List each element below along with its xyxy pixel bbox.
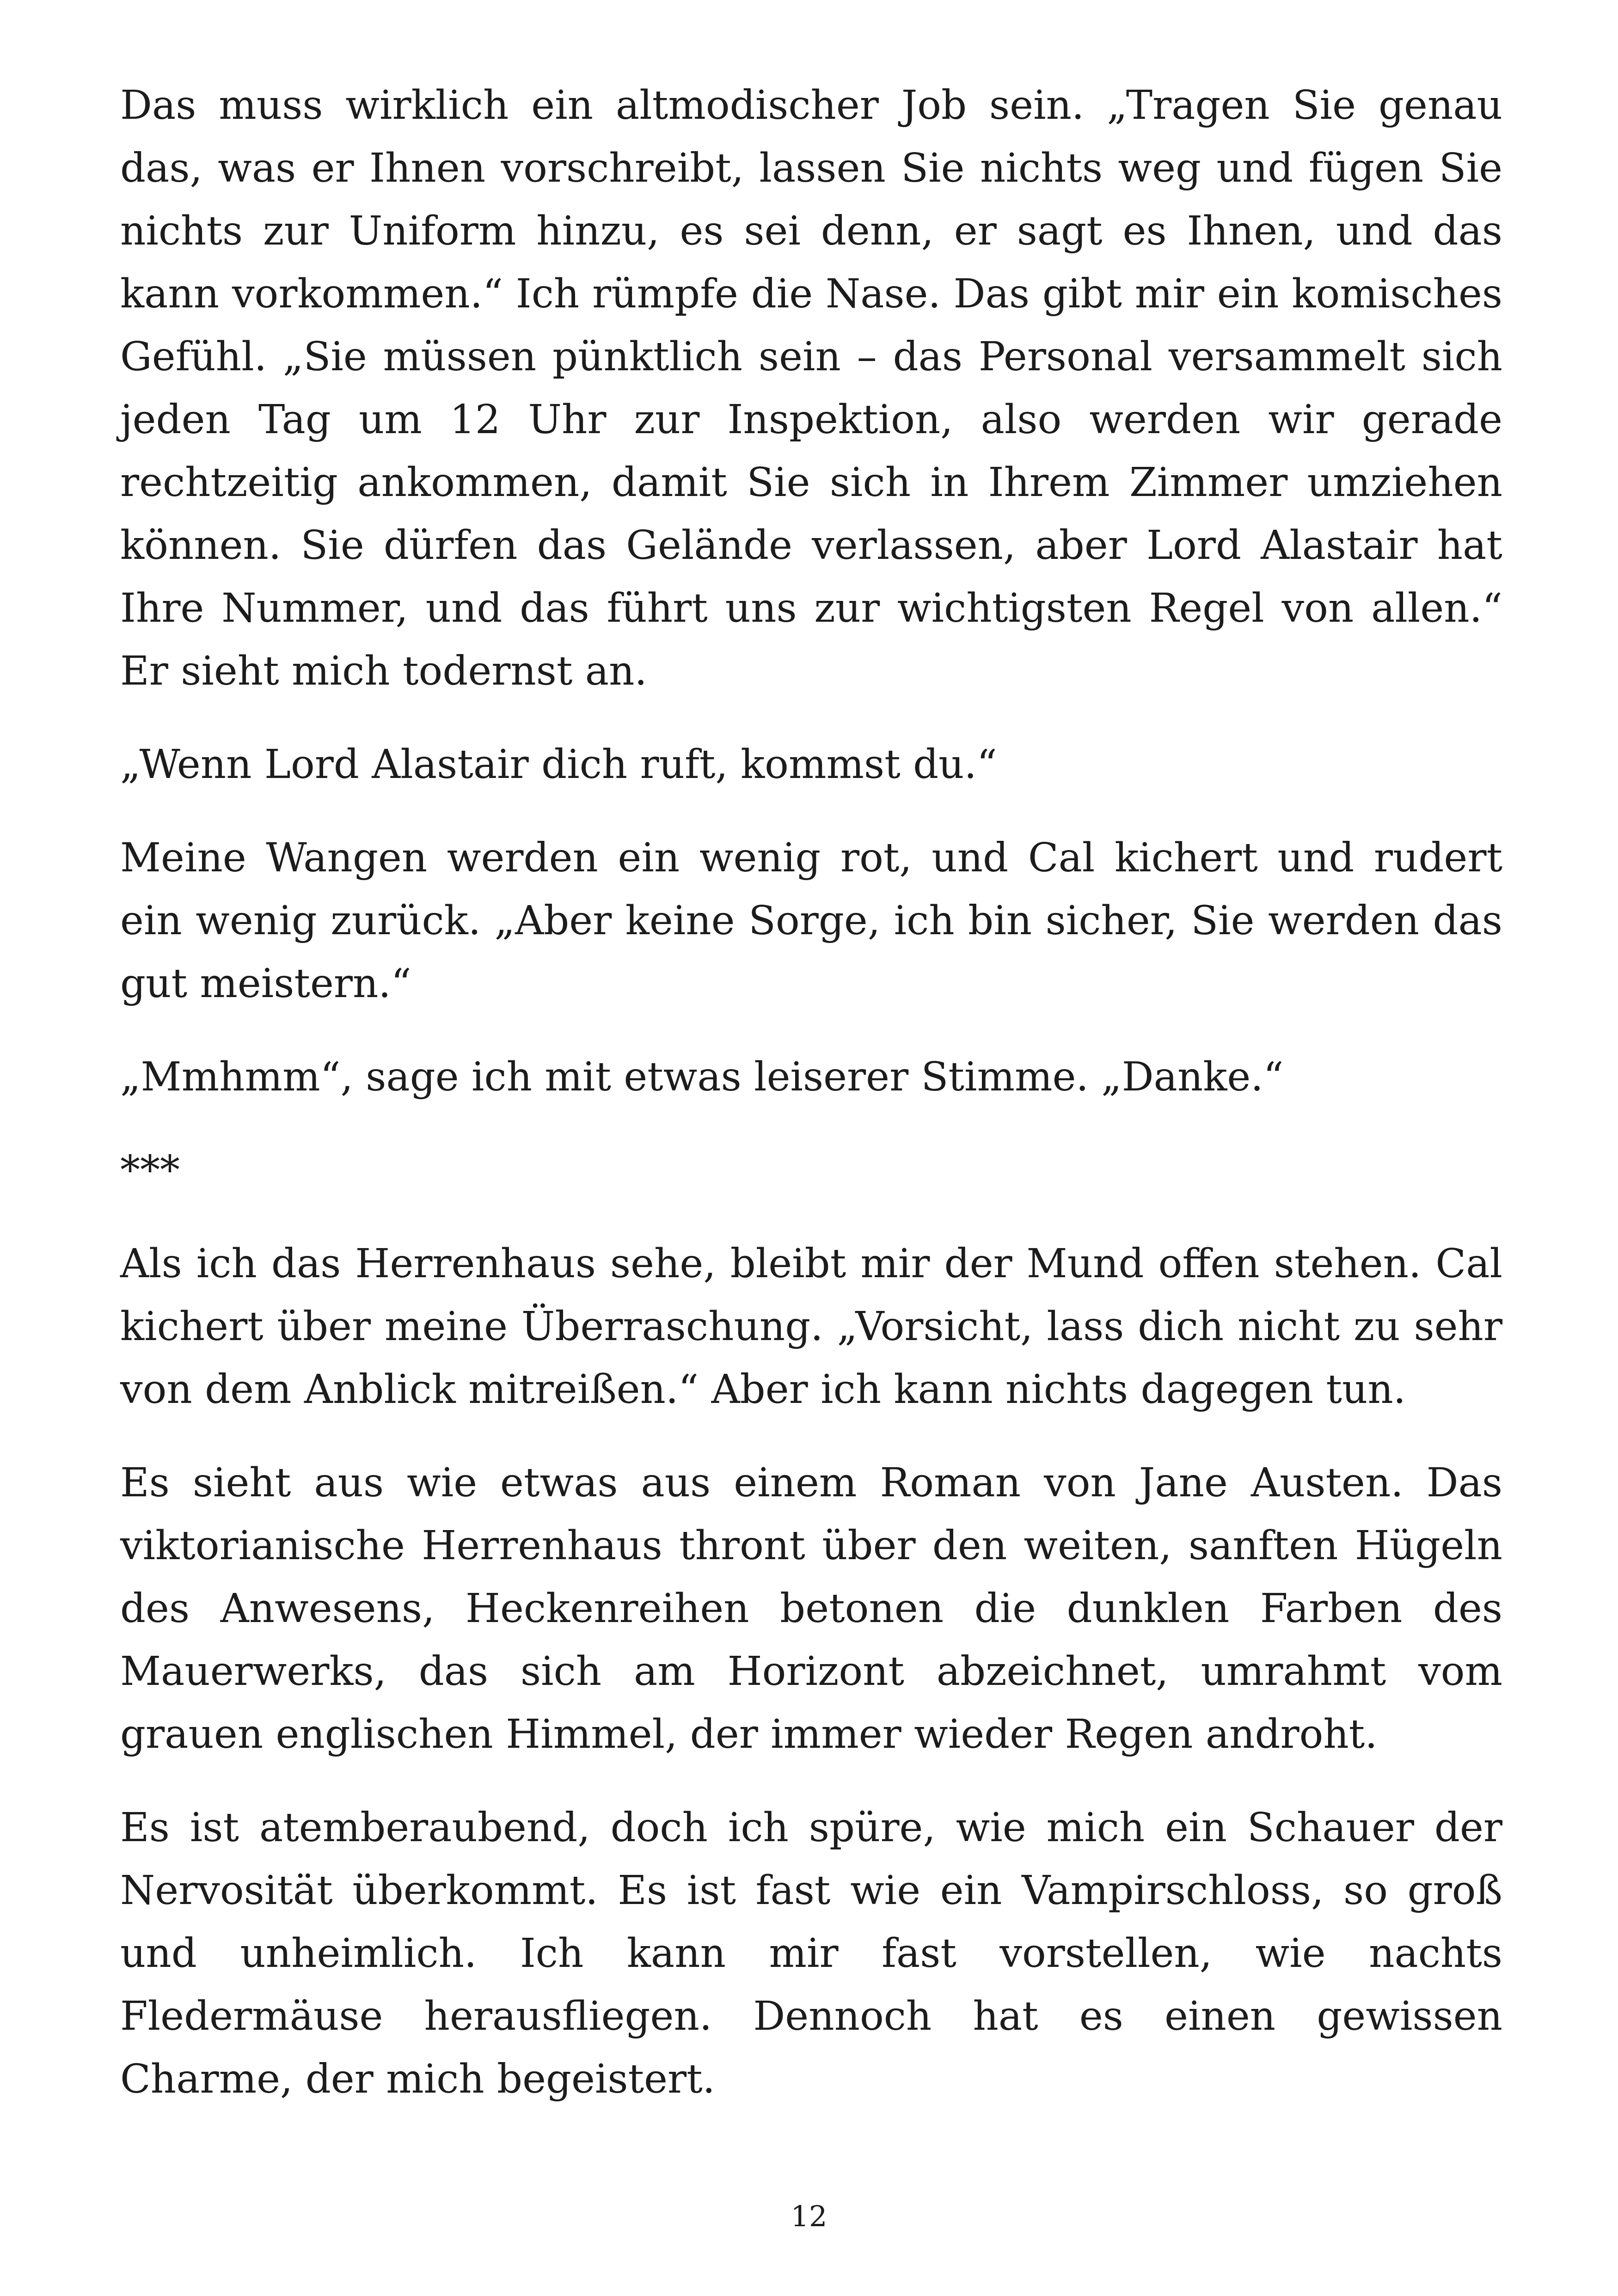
- paragraph-6: Es sieht aus wie etwas aus einem Roman von Jane Austen. Das viktorianische Herrenhaus thront über den weiten, sanften Hügeln des Anwesens, Heckenreihen betonen die dunklen Farben des Mauerwerks, das sich am Horizont abzeichnet, umrahmt vom grauen englischen Himmel, der immer wieder Regen androht.: [120, 1460, 1502, 1757]
- paragraph-7: Es ist atemberaubend, doch ich spüre, wie mich ein Schauer der Nervosität überkommt. Es ist fast wie ein Vampirschloss, so groß und unheimlich. Ich kann mir fast vorstellen, wie nachts Fledermäuse herausfliegen. Dennoch hat es einen gewissen Charme, der mich begeistert.: [120, 1805, 1502, 2102]
- paragraph-3: Meine Wangen werden ein wenig rot, und Cal kichert und rudert ein wenig zurück. „Aber keine Sorge, ich bin sicher, Sie werden das gut meistern.“: [120, 835, 1502, 1007]
- paragraph-1: Das muss wirklich ein altmodischer Job sein. „Tragen Sie genau das, was er Ihnen vorschreibt, lassen Sie nichts weg und fügen Sie nichts zur Uniform hinzu, es sei denn, er sagt es Ihnen, und das kann vorkommen.“ Ich rümpfe die Nase. Das gibt mir ein komisches Gefühl. „Sie müssen pünktlich sein – das Personal versammelt sich jeden Tag um 12 Uhr zur Inspektion, also werden wir gerade rechtzeitig ankommen, damit Sie sich in Ihrem Zimmer umziehen können. Sie dürfen das Gelände verlassen, aber Lord Alastair hat Ihre Nummer, und das führt uns zur wichtigsten Regel von allen.“ Er sieht mich todernst an.: [120, 82, 1502, 694]
- paragraph-2: „Wenn Lord Alastair dich ruft, kommst du.“: [120, 741, 997, 788]
- scene-break: ***: [120, 1147, 180, 1194]
- body-text: [120, 74, 1502, 2141]
- paragraph-5: Als ich das Herrenhaus sehe, bleibt mir der Mund offen stehen. Cal kichert über meine Überraschung. „Vorsicht, lass dich nicht zu sehr von dem Anblick mitreißen.“ Aber ich kann nichts dagegen tun.: [120, 1241, 1502, 1413]
- page-number: 12: [791, 2199, 827, 2233]
- paragraph-4: „Mmhmm“, sage ich mit etwas leiserer Stimme. „Danke.“: [120, 1054, 1284, 1100]
